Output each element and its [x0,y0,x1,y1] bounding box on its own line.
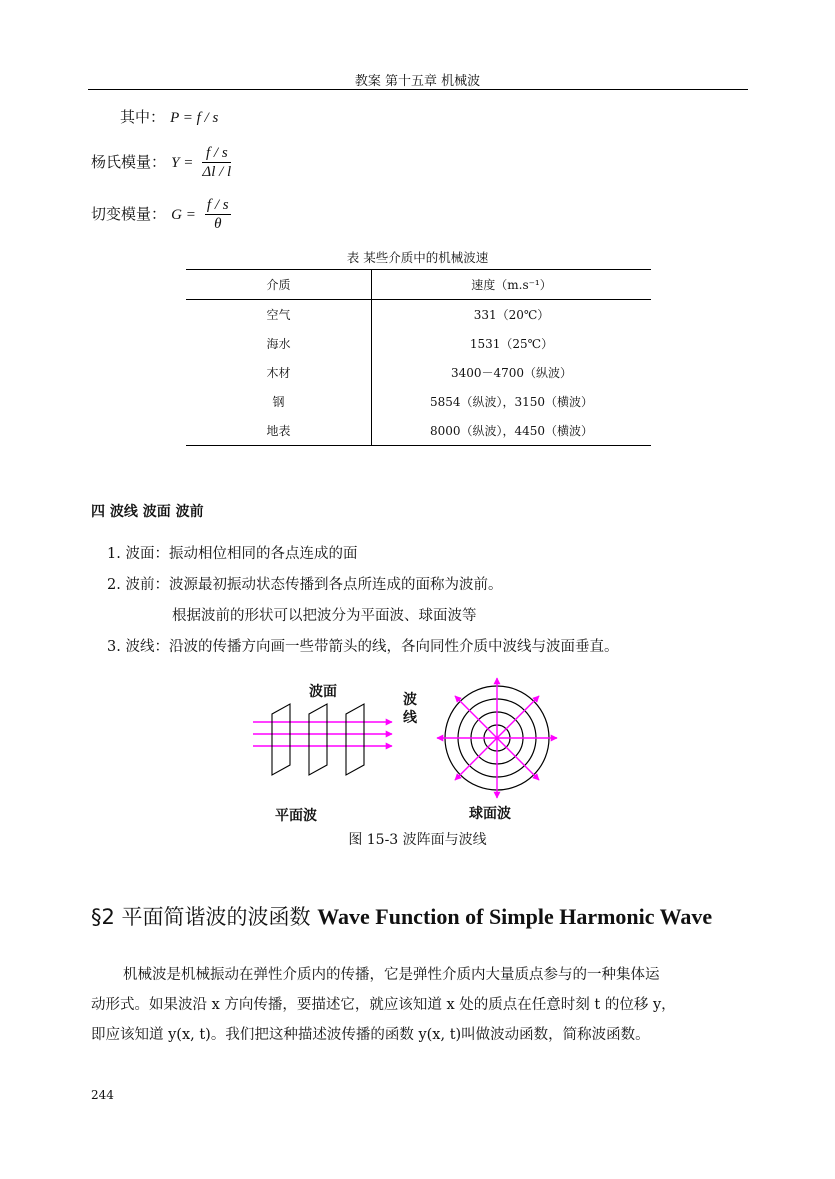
table-row [186,387,651,416]
paragraph-line: 机械波是机械振动在弹性介质内的传播，它是弹性介质内大量质点参与的一种集体运 [123,967,660,983]
young-modulus-numerator: f / s [202,144,231,163]
table-caption: 表 某些介质中的机械波速 [346,250,489,265]
list-item: 2. 波前：波源最初振动状态传播到各点所连成的面称为波前。 [107,577,503,593]
table-cell-medium: 地表 [186,416,372,445]
young-modulus-formula [91,144,231,181]
figure-label-wavefront: 波面 [309,684,337,700]
shear-modulus-lhs: G = [171,207,196,223]
table-cell-medium: 木材 [186,358,372,387]
figure-label-ray-2: 线 [403,710,417,726]
page-number: 244 [91,1088,114,1102]
table-cell-speed: 1531（25℃） [469,337,554,351]
list-item: 3. 波线：沿波的传播方向画一些带箭头的线，各向同性介质中波线与波面垂直。 [107,639,619,655]
table-cell-speed: 331（20℃） [473,308,550,322]
young-modulus-fraction [202,144,231,181]
shear-modulus-fraction [205,196,231,233]
formula-intro-label: 其中： [120,108,166,126]
table-row [186,416,651,445]
table-header-speed: 速度（m.s⁻¹） [372,270,652,300]
shear-modulus-label: 切变模量： [91,205,167,223]
table-header-medium: 介质 [186,270,372,300]
section-heading-wavefront: 四 波线 波面 波前 [91,504,204,520]
list-item: 1. 波面：振动相位相同的各点连成的面 [107,546,358,562]
plane-wavefronts [272,704,364,775]
pressure-formula [120,106,218,127]
wave-speed-table-grid [186,270,651,445]
table-cell-speed: 8000（纵波），4450（横波） [429,424,594,438]
figure-caption: 图 15-3 波阵面与波线 [348,832,487,848]
table-cell-medium: 海水 [186,329,372,358]
young-modulus-lhs: Y = [171,155,194,171]
header-rule [88,89,748,90]
shear-modulus-numerator: f / s [206,197,229,213]
table-row [186,329,651,358]
young-modulus-denominator: Δl / l [202,164,232,180]
table-row [186,358,651,387]
page-header: 教案 第十五章 机械波 [354,74,481,89]
table-cell-medium: 空气 [186,300,372,330]
list-item: 根据波前的形状可以把波分为平面波、球面波等 [172,608,477,624]
figure-label-ray-1: 波 [403,692,417,708]
wave-speed-table [186,269,651,446]
shear-modulus-denominator: θ [214,216,222,232]
table-header-row [186,270,651,300]
table-row [186,300,651,330]
paragraph-line: 动形式。如果波沿 x 方向传播，要描述它，就应该知道 x 处的质点在任意时刻 t 的位移 y， [91,997,676,1013]
figure-label-plane-wave: 平面波 [275,808,317,824]
table-cell-speed: 3400－4700（纵波） [450,366,573,380]
section-heading-cn: §2 平面简谐波的波函数 [91,905,318,929]
section-heading-wave-function [91,901,712,931]
spherical-wave-rays [437,678,557,798]
paragraph-line: 即应该知道 y(x, t)。我们把这种描述波传播的函数 y(x, t)叫做波动函数，简称波函数。 [91,1027,650,1043]
table-cell-speed: 5854（纵波），3150（横波） [429,395,594,409]
section-heading-en: Wave Function of Simple Harmonic Wave [317,904,713,929]
figure-label-spherical-wave: 球面波 [469,806,511,822]
shear-modulus-formula [91,196,231,233]
table-cell-medium: 钢 [186,387,372,416]
young-modulus-label: 杨氏模量： [91,153,167,171]
pressure-expression: P = f / s [170,110,219,126]
